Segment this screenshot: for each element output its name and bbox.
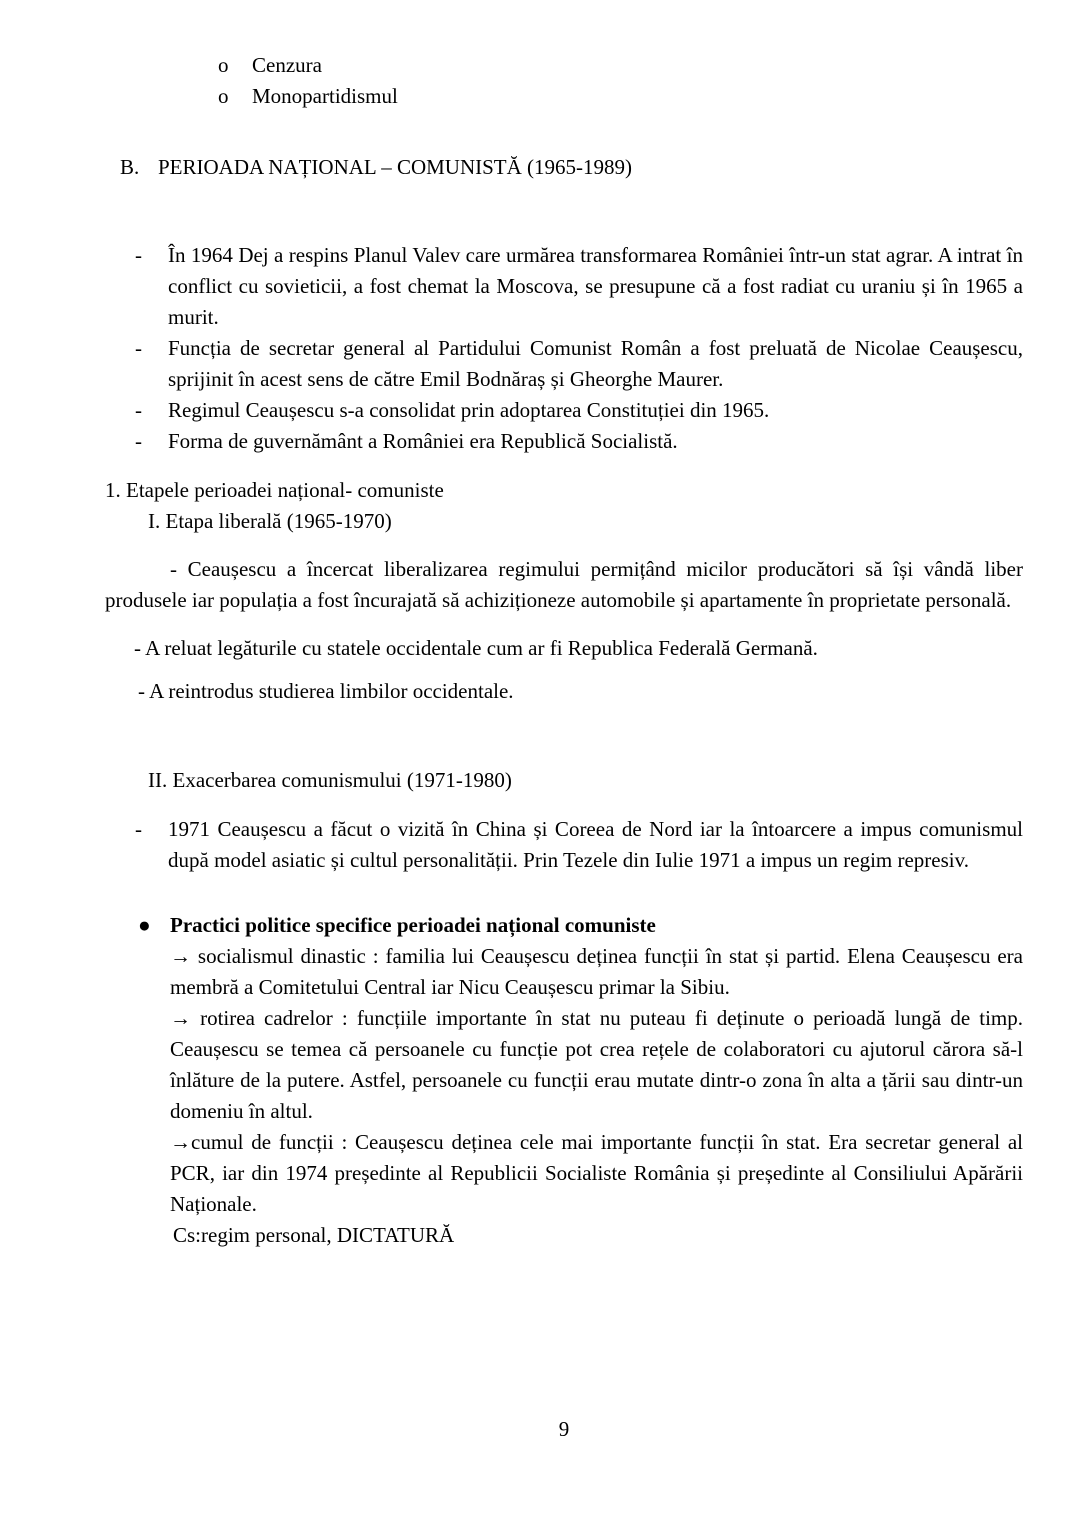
bullet-item-text: În 1964 Dej a respins Planul Valev care urmărea transformarea României într-un stat agrar. A intrat în conflict cu sovieticii, a fost chemat la Moscova, se presupune că a fost radiat cu uraniu și în 1965 a murit. [168, 243, 1023, 329]
bullet-item-text: 1971 Ceaușescu a făcut o vizită în China și Coreea de Nord iar la întoarcere a impus comunismul după model asiatic și cultul personalității. Prin Tezele din Iulie 1971 a impus un regim represiv. [168, 817, 1023, 872]
dash-bullet-list [105, 240, 1023, 457]
dash-marker: - [135, 429, 142, 453]
bold-bullet-title-text: Practici politice specifice perioadei național comuniste [170, 913, 656, 937]
sub-list-item [218, 50, 1023, 81]
heading-marker: B. [120, 155, 140, 179]
bullet-item-text: Forma de guvernământ a României era Republică Socialistă. [168, 429, 678, 453]
numbered-heading: 1. Etapele perioadei național- comuniste [105, 478, 444, 502]
dash-marker: - [135, 336, 142, 360]
page-number: 9 [558, 1417, 570, 1441]
sub-heading-ii: II. Exacerbarea comunismului (1971-1980) [148, 768, 512, 792]
sub-list-item-text: Cenzura [252, 53, 322, 77]
practici-paragraph-block [170, 941, 1023, 1251]
o-bullet-marker: o [218, 53, 229, 77]
sub-heading-i: I. Etapa liberală (1965-1970) [148, 509, 392, 533]
bullet-item [105, 426, 1023, 457]
paragraph-socialism-dinastic: → socialismul dinastic : familia lui Ceaușescu deținea funcții în stat și partid. Elena Ceaușescu era membră a Comitetului Central iar Nicu Ceaușescu primar la Sibiu. [170, 944, 1023, 999]
dash-marker: - [135, 398, 142, 422]
dash-marker: - [135, 243, 142, 267]
section-heading-b [120, 152, 1023, 183]
paragraph-liberalizare: - Ceaușescu a încercat liberalizarea regimului permițând micilor producători să își vândă liber produsele iar populația a fost încurajată să achiziționeze automobile și apartamente în proprietate personală. [105, 557, 1023, 612]
sub-bullet-list [105, 50, 1023, 112]
bullet-item-1971 [105, 814, 1023, 876]
bold-bullet-title [105, 910, 1023, 941]
bullet-item [105, 240, 1023, 333]
paragraph-reintrodus: - A reintrodus studierea limbilor occidentale. [138, 679, 514, 703]
disc-bullet-marker: ● [138, 913, 151, 937]
paragraph-rotirea-cadrelor: → rotirea cadrelor : funcțiile importante în stat nu puteau fi deținute o perioadă lungă de timp. Ceaușescu se temea că persoanele cu funcție pot crea rețele de colaboratori cu ajutorul cărora să-l înlăture de la putere. Astfel, persoanele cu funcții erau mutate dintr-o zona în alta a țării sau dintr-un domeniu în altul. [170, 1006, 1023, 1123]
paragraph-cs-conclusion: Cs:regim personal, DICTATURĂ [173, 1223, 455, 1247]
sub-list-item [218, 81, 1023, 112]
dash-marker: - [135, 817, 142, 841]
paragraph-reluat: - A reluat legăturile cu statele occidentale cum ar fi Republica Federală Germană. [134, 636, 818, 660]
sub-list-item-text: Monopartidismul [252, 84, 398, 108]
bullet-item [105, 395, 1023, 426]
bullet-item [105, 333, 1023, 395]
heading-text: PERIOADA NAȚIONAL – COMUNISTĂ (1965-1989) [158, 155, 633, 179]
o-bullet-marker: o [218, 84, 229, 108]
bullet-item-text: Funcția de secretar general al Partidului Comunist Român a fost preluată de Nicolae Ceaușescu, sprijinit în acest sens de către Emil Bodnăraș și Gheorghe Maurer. [168, 336, 1023, 391]
bullet-item-text: Regimul Ceaușescu s-a consolidat prin adoptarea Constituției din 1965. [168, 398, 770, 422]
paragraph-cumul-functii: →cumul de funcții : Ceaușescu deținea cele mai importante funcții în stat. Era secretar general al PCR, iar din 1974 președinte al Republicii Socialiste România și președinte al Consiliului Apărării Naționale. [170, 1130, 1023, 1216]
